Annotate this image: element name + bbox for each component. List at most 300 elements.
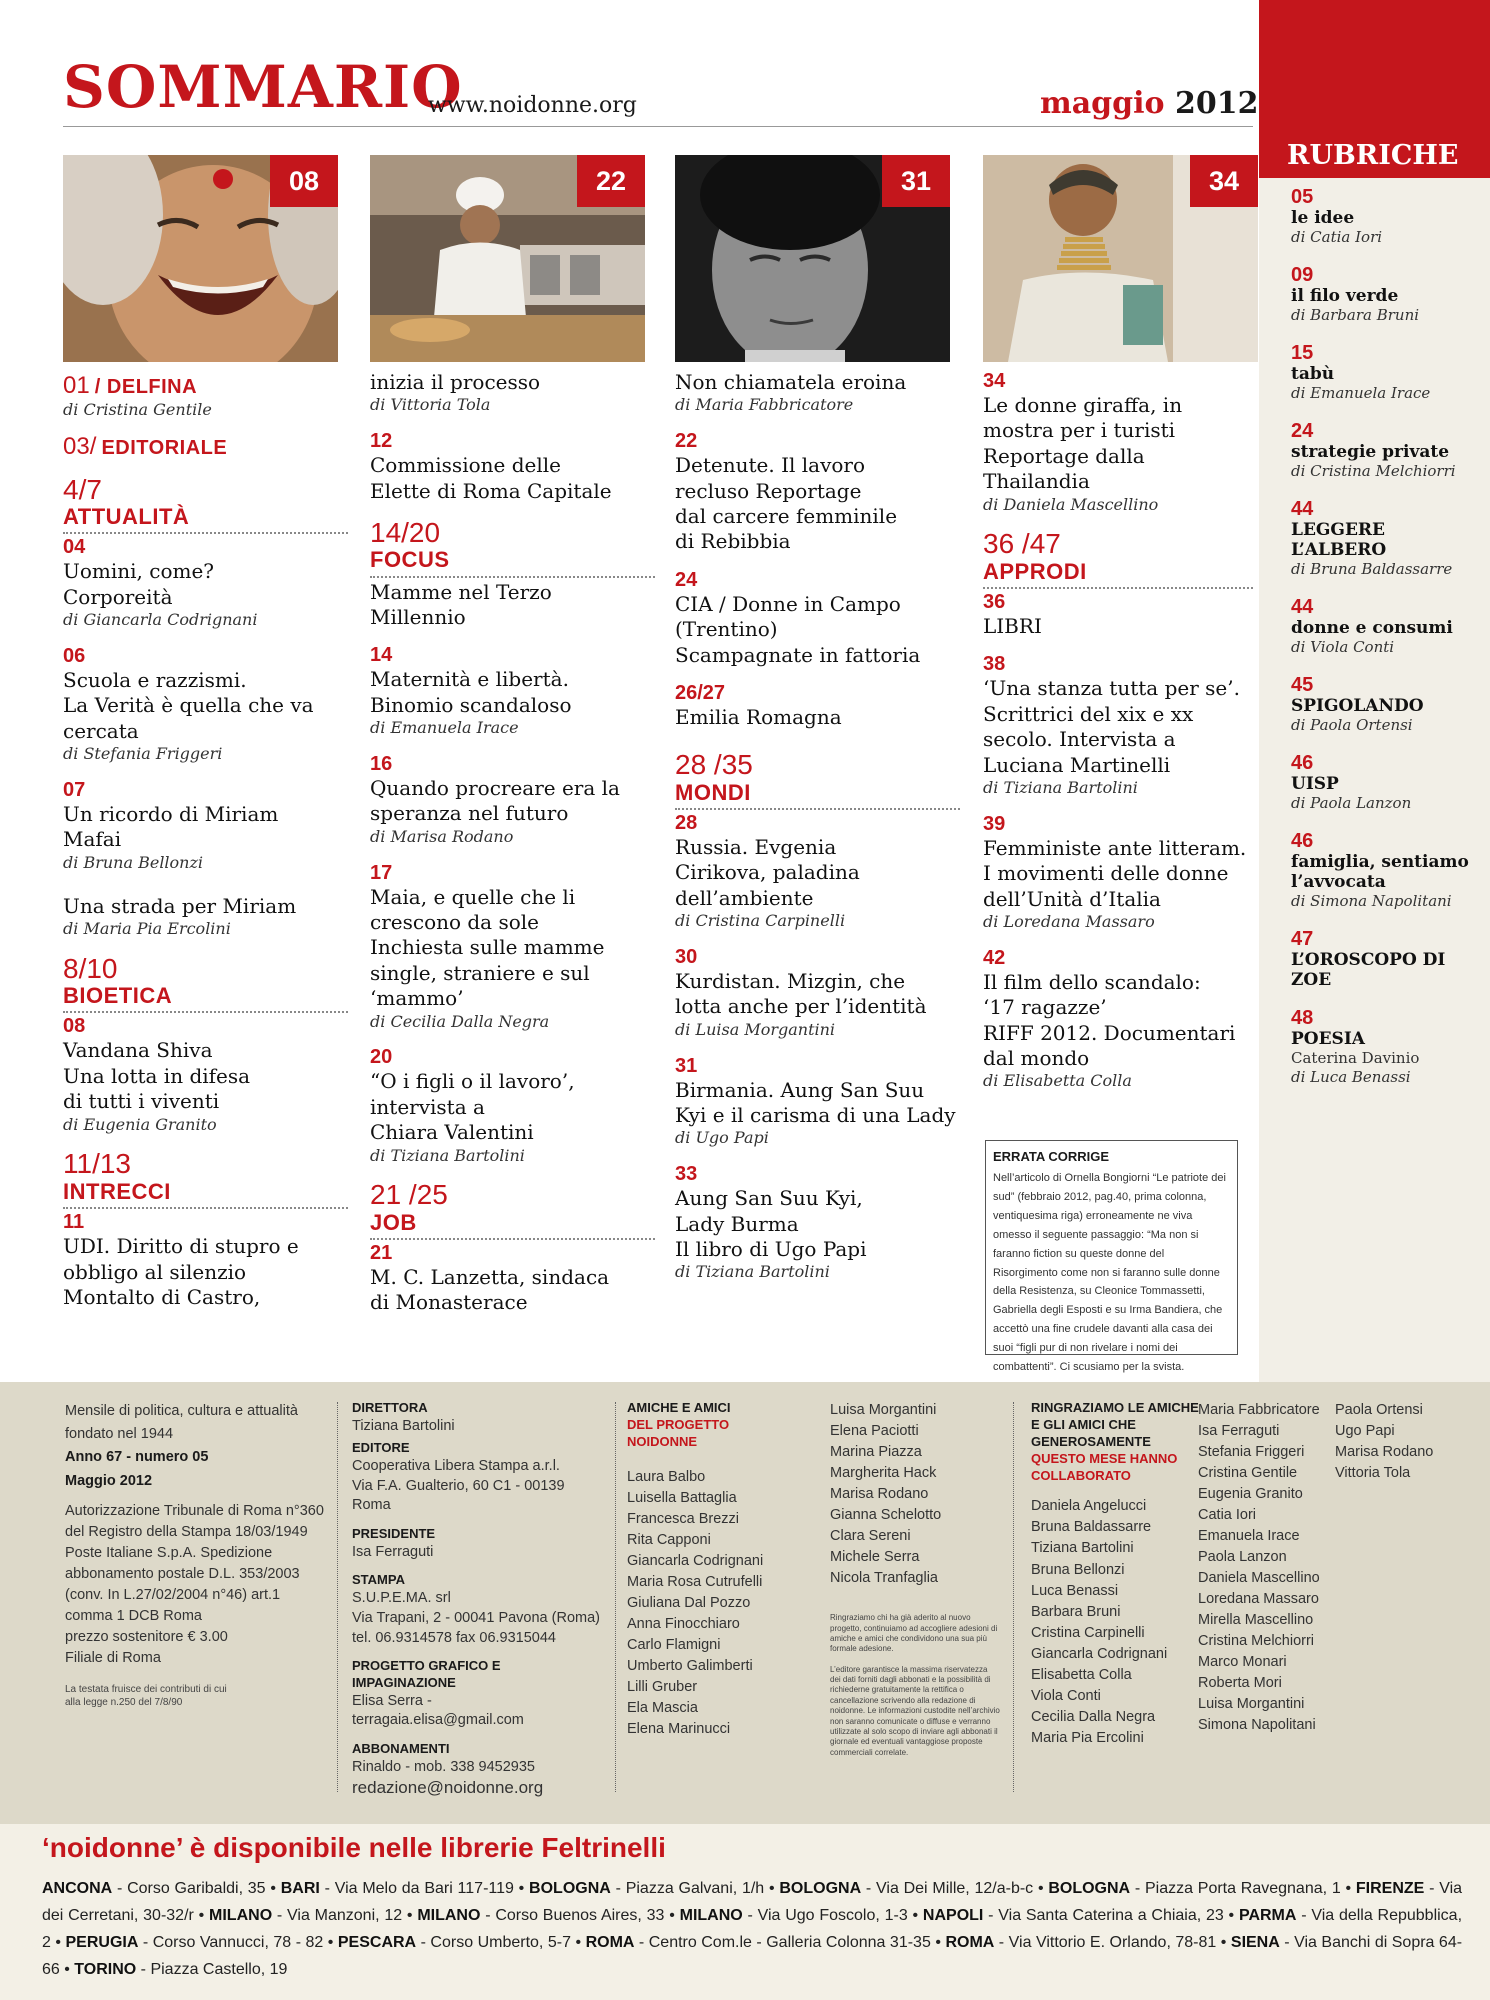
masthead-line: abbonamento postale D.L. 353/2003 <box>65 1565 300 1582</box>
rubrica-number: 45 <box>1291 673 1314 696</box>
person-name: Roberta Mori <box>1198 1675 1282 1692</box>
entry-number: 22 <box>675 430 698 453</box>
collab-heading: E GLI AMICI CHE <box>1031 1416 1136 1432</box>
staff-heading: DIRETTORA <box>352 1400 428 1415</box>
store-entry: MILANO - Via Ugo Foscolo, 1-3 <box>679 1906 908 1924</box>
person-name: Barbara Bruni <box>1031 1603 1121 1620</box>
entry-author: di Giancarla Codrignani <box>63 610 258 630</box>
toc-entry[interactable] <box>63 536 348 631</box>
entry-number: 03/ <box>63 432 97 460</box>
toc-entry[interactable] <box>63 372 348 421</box>
errata-title: ERRATA CORRIGE <box>993 1149 1110 1164</box>
entry-title: recluso Reportage <box>675 478 862 503</box>
rubrica-author: di Paola Lanzon <box>1291 794 1412 813</box>
entry-author: di Maria Fabbricatore <box>675 395 854 415</box>
feltrinelli-box <box>0 1824 1490 2000</box>
store-entry: BOLOGNA - Piazza Galvani, 1/h <box>529 1880 765 1897</box>
entry-title: M. C. Lanzetta, sindaca <box>370 1265 610 1289</box>
section-label: APPRODI <box>983 559 1253 589</box>
store-city: PESCARA <box>337 1933 417 1951</box>
entry-title: lotta anche per l’identità <box>675 994 927 1019</box>
store-address: Via Vittorio E. Orlando, 78-81 <box>1008 1933 1217 1951</box>
masthead-note: alla legge n.250 del 7/8/90 <box>65 1696 183 1708</box>
toc-entry[interactable] <box>63 1211 348 1310</box>
entry-label: EDITORIALE <box>101 436 228 459</box>
entry-author: di Bruna Bellonzi <box>63 852 204 872</box>
entry-number: 12 <box>370 430 393 453</box>
entry-title: Luciana Martinelli <box>983 752 1171 777</box>
toc-entry[interactable] <box>370 1242 655 1316</box>
rubrica-title: POESIA <box>1291 1028 1365 1049</box>
entry-title: Una lotta in difesa <box>63 1063 251 1088</box>
entry-title: dell’ambiente <box>675 885 814 910</box>
friends-heading: AMICHE E AMICI <box>627 1400 731 1415</box>
collaborators <box>1031 1400 1201 1749</box>
entry-title: Le donne giraffa, in <box>983 393 1183 417</box>
toc-column-3 <box>675 370 960 1297</box>
rubrica-number: 44 <box>1291 497 1314 520</box>
entry-label: / DELFINA <box>94 376 198 398</box>
staff-value: Isa Ferraguti <box>352 1543 434 1560</box>
collab-heading: RINGRAZIAMO LE AMICHE <box>1031 1400 1199 1415</box>
friends-note: Ringraziamo chi ha già aderito al nuovo progetto, continuiamo ad accogliere adesioni di amiche e amici che condividono una sua più formale adesione. <box>830 1613 998 1654</box>
staff-value: Rinaldo - mob. 338 9452935 <box>352 1758 535 1775</box>
issue-number: Anno 67 - numero 05 <box>65 1449 209 1466</box>
staff-value: Cooperativa Libera Stampa a.r.l. <box>352 1458 560 1475</box>
entry-title: Mamme nel Terzo <box>370 579 552 604</box>
rubrica-author: di Viola Conti <box>1291 638 1395 657</box>
issue-month-line: Maggio 2012 <box>65 1472 153 1489</box>
person-name: Stefania Friggeri <box>1198 1444 1305 1461</box>
rubrica-number: 05 <box>1291 186 1314 208</box>
toc-entry[interactable] <box>370 753 655 848</box>
entry-title: La Verità è quella che va <box>63 693 314 718</box>
entry-author: di Maria Pia Ercolini <box>63 919 231 938</box>
rubrica-title: LEGGERE L’ALBERO <box>1291 519 1387 560</box>
entry-number: 42 <box>983 946 1006 969</box>
project-friends <box>627 1400 807 1740</box>
footer-divider <box>615 1402 616 1792</box>
entry-title: Reportage dalla <box>983 443 1145 468</box>
contact-email[interactable]: redazione@noidonne.org <box>352 1778 544 1798</box>
photo-girl-neck-rings <box>983 155 1258 362</box>
toc-entry[interactable] <box>983 813 1253 933</box>
store-city: TORINO <box>74 1960 137 1978</box>
photo-page-badge: 34 <box>1190 155 1258 207</box>
entry-title: Aung San Suu Kyi, <box>675 1186 863 1211</box>
photo-kitchen-worker <box>370 155 645 362</box>
toc-entry[interactable] <box>370 644 655 739</box>
toc-entry[interactable] <box>63 894 348 940</box>
entry-title: Quando procreare era la <box>370 776 620 801</box>
entry-title: Il film dello scandalo: <box>983 969 1201 994</box>
rubrica-number: 24 <box>1291 419 1314 442</box>
entry-number: 33 <box>675 1163 698 1186</box>
rubrica-number: 09 <box>1291 263 1314 286</box>
section-label: BIOETICA <box>63 983 348 1013</box>
person-name: Paola Ortensi <box>1335 1402 1423 1418</box>
person-name: Tiziana Bartolini <box>1031 1540 1134 1557</box>
staff-value: Tiziana Bartolini <box>352 1417 455 1434</box>
entry-author: di Tiziana Bartolini <box>370 1145 525 1165</box>
masthead-note: La testata fruisce dei contributi di cui <box>65 1683 227 1695</box>
store-city: NAPOLI <box>922 1906 984 1924</box>
collab-heading: COLLABORATO <box>1031 1467 1131 1483</box>
rubrica-number: 48 <box>1291 1006 1314 1029</box>
entry-author: di Tiziana Bartolini <box>675 1262 830 1282</box>
rubrica-item[interactable] <box>1291 830 1481 912</box>
section-range: 14/20 <box>370 516 441 548</box>
person-name: Gianna Schelotto <box>830 1507 942 1524</box>
entry-author: di Cristina Gentile <box>63 400 212 419</box>
entry-title: secolo. Intervista a <box>983 727 1176 752</box>
toc-column-1 <box>63 372 348 1324</box>
person-name: Giancarla Codrignani <box>1031 1645 1168 1662</box>
toc-entry[interactable] <box>63 645 348 765</box>
person-name: Paola Lanzon <box>1198 1549 1287 1566</box>
entry-title: Lady Burma <box>675 1211 799 1236</box>
person-name: Maria Rosa Cutrufelli <box>627 1573 763 1590</box>
store-entry: PARMA - Via della Repubblica, 2 <box>42 1906 1463 1951</box>
store-entry: MILANO - Via Manzoni, 12 <box>209 1906 403 1924</box>
rubrica-item[interactable] <box>1291 1007 1481 1088</box>
entry-title: Chiara Valentini <box>370 1120 534 1145</box>
photo-woman-laughing <box>63 155 338 362</box>
toc-entry[interactable] <box>675 430 960 555</box>
masthead-line: Poste Italiane S.p.A. Spedizione <box>65 1544 273 1561</box>
rubrica-title: L’OROSCOPO DI ZOE <box>1291 949 1446 991</box>
store-address: Centro Com.le - Galleria Colonna 31-35 <box>648 1933 931 1951</box>
toc-column-4 <box>983 370 1253 1106</box>
website-url[interactable]: www.noidonne.org <box>428 93 637 118</box>
rubrica-author: di Luca Benassi <box>1291 1068 1411 1087</box>
person-name: Bruna Baldassarre <box>1031 1519 1152 1536</box>
entry-title: I movimenti delle donne <box>983 861 1229 886</box>
rubrica-item[interactable] <box>1291 264 1481 326</box>
store-entry: NAPOLI - Via Santa Caterina a Chiaia, 23 <box>922 1906 1224 1924</box>
staff-heading: PRESIDENTE <box>352 1526 436 1542</box>
entry-number: 38 <box>983 653 1006 676</box>
entry-author: di Luisa Morgantini <box>675 1019 836 1039</box>
masthead-line: prezzo sostenitore € 3.00 <box>65 1628 228 1645</box>
person-name: Isa Ferraguti <box>1198 1423 1280 1440</box>
toc-entry[interactable] <box>370 862 655 1033</box>
entry-title: Un ricordo di Miriam <box>63 802 279 827</box>
entry-number: 21 <box>370 1242 393 1264</box>
masthead-line: del Registro della Stampa 18/03/1949 <box>65 1523 308 1540</box>
entry-title: UDI. Diritto di stupro e <box>63 1234 299 1259</box>
section-range: 8/10 <box>63 952 118 984</box>
masthead-info <box>65 1400 330 1709</box>
masthead-line: fondato nel 1944 <box>65 1426 174 1443</box>
entry-author: di Vittoria Tola <box>370 395 491 415</box>
entry-number: 26/27 <box>675 681 726 704</box>
person-name: Emanuela Irace <box>1198 1528 1300 1545</box>
section-range: 21 /25 <box>370 1179 448 1211</box>
friends-heading: NOIDONNE <box>627 1433 698 1449</box>
staff-value: tel. 06.9314578 fax 06.9315044 <box>352 1629 556 1646</box>
person-name: Ela Mascia <box>627 1699 698 1716</box>
person-name: Maria Pia Ercolini <box>1031 1729 1144 1746</box>
staff-heading: PROGETTO GRAFICO E IMPAGINAZIONE <box>352 1658 501 1690</box>
person-name: Carlo Flamigni <box>627 1636 721 1653</box>
masthead-line: comma 1 DCB Roma <box>65 1607 202 1624</box>
toc-entry[interactable] <box>675 682 960 730</box>
rubrica-title: il filo verde <box>1291 285 1399 306</box>
entry-title: cercata <box>63 718 139 743</box>
entry-number: 39 <box>983 812 1006 835</box>
staff-value: Via F.A. Gualterio, 60 C1 - 00139 Roma <box>352 1477 565 1514</box>
rubrica-item[interactable] <box>1291 342 1481 404</box>
store-city: BOLOGNA <box>779 1880 862 1897</box>
toc-entry[interactable] <box>63 1015 348 1135</box>
person-name: Clara Sereni <box>830 1528 911 1545</box>
person-name: Elena Paciotti <box>830 1423 919 1440</box>
photo-page-badge: 22 <box>577 155 645 207</box>
section-label: INTRECCI <box>63 1179 348 1209</box>
entry-number: 20 <box>370 1046 393 1069</box>
toc-entry[interactable] <box>675 946 960 1041</box>
rubrica-number: 15 <box>1291 341 1314 364</box>
person-name: Luisa Morgantini <box>1198 1696 1305 1713</box>
person-name: Umberto Galimberti <box>627 1657 753 1674</box>
entry-title: CIA / Donne in Campo <box>675 591 901 616</box>
store-city: ROMA <box>945 1933 995 1951</box>
entry-title: LIBRI <box>983 614 1042 639</box>
entry-number: 31 <box>675 1054 698 1077</box>
store-address: Via della Repubblica, 2 <box>42 1906 1463 1951</box>
rubrica-subtitle: Caterina Davinio <box>1291 1048 1420 1067</box>
toc-entry[interactable] <box>370 1046 655 1166</box>
store-address: Via dei Cerretani, 30-32/r <box>42 1880 1463 1924</box>
entry-title: Scampagnate in fattoria <box>675 642 921 667</box>
person-name: Luca Benassi <box>1031 1582 1119 1599</box>
section-header <box>63 954 348 1014</box>
section-header <box>370 518 655 578</box>
store-entry: SIENA - Via Banchi di Sopra 64-66 <box>42 1933 1463 1978</box>
section-header <box>370 1180 655 1240</box>
page-title: SOMMARIO <box>63 53 463 121</box>
entry-title: Maternità e libertà. <box>370 667 569 692</box>
rubrica-title: UISP <box>1291 773 1339 794</box>
person-name: Giuliana Dal Pozzo <box>627 1594 751 1611</box>
rubrica-item[interactable] <box>1291 498 1481 580</box>
toc-entry[interactable] <box>370 370 655 416</box>
toc-entry[interactable] <box>983 947 1253 1092</box>
rubrica-title: famiglia, sentiamo l’avvocata <box>1291 851 1469 892</box>
collab-names <box>1198 1400 1338 1736</box>
friends-heading: DEL PROGETTO <box>627 1416 730 1432</box>
entry-title: di Monasterace <box>370 1290 528 1315</box>
toc-entry[interactable] <box>983 370 1253 515</box>
store-entry: BARI - Via Melo da Bari 117-119 <box>280 1880 514 1897</box>
rubrica-author: di Simona Napolitani <box>1291 892 1452 911</box>
photo-page-badge: 31 <box>882 155 950 207</box>
section-range: 11/13 <box>63 1148 131 1180</box>
toc-entry[interactable] <box>370 580 655 631</box>
section-header <box>675 750 960 810</box>
collab-heading: GENEROSAMENTE <box>1031 1433 1151 1449</box>
store-entry: BOLOGNA - Via Dei Mille, 12/a-b-c <box>779 1880 1034 1897</box>
entry-title: di tutti i viventi <box>63 1089 220 1114</box>
store-address: Piazza Castello, 19 <box>150 1960 288 1978</box>
entry-number: 36 <box>983 591 1006 614</box>
entry-author: di Daniela Mascellino <box>983 494 1159 514</box>
entry-title: dal mondo <box>983 1045 1090 1070</box>
store-entry: PESCARA - Corso Umberto, 5-7 <box>337 1933 571 1951</box>
rubrica-item[interactable] <box>1291 752 1481 814</box>
person-name: Cristina Melchiorri <box>1198 1633 1315 1650</box>
entry-author: di Elisabetta Colla <box>983 1071 1132 1091</box>
rubrica-item[interactable] <box>1291 186 1481 248</box>
toc-entry[interactable] <box>675 1163 960 1283</box>
entry-title: Binomio scandaloso <box>370 692 572 717</box>
friends-names <box>830 1400 1000 1589</box>
person-name: Luisa Morgantini <box>830 1402 937 1418</box>
entry-title: Non chiamatela eroina <box>675 370 907 394</box>
issue-month: maggio <box>1040 86 1165 121</box>
rubrica-number: 47 <box>1291 927 1314 950</box>
person-name: Catia Iori <box>1198 1507 1257 1524</box>
entry-title: intervista a <box>370 1094 485 1119</box>
person-name: Laura Balbo <box>627 1468 706 1485</box>
staff-value[interactable]: Elisa Serra - terragaia.elisa@gmail.com <box>352 1692 524 1729</box>
footer-divider <box>1013 1402 1014 1792</box>
errata-body: Nell’articolo di Ornella Bongiorni “Le patriote dei sud” (febbraio 2012, pag.40, prima colonna, ventiquesima riga) erroneamente ne viva omesso il seguente passaggio: “Ma non si faranno fiction su queste donne del Risorgimento come non si faranno sulle donne della Resistenza, su Cleonice Tommassetti, Gabriella degli Esposti e su Irma Bandiera, che accettò una fine crudele davanti alla casa dei suoi “figli pur di non rivelare i nomi dei combattenti”. Ci scusiamo per la svista. <box>993 1172 1226 1374</box>
rubrica-title: strategie private <box>1291 441 1450 462</box>
person-name: Mirella Mascellino <box>1198 1612 1314 1629</box>
entry-number: 06 <box>63 645 86 668</box>
store-city: BOLOGNA <box>529 1880 611 1897</box>
entry-author: di Marisa Rodano <box>370 826 514 846</box>
masthead-line: Mensile di politica, cultura e attualità <box>65 1403 298 1419</box>
entry-number: 16 <box>370 753 393 776</box>
toc-entry[interactable] <box>63 779 348 874</box>
person-name: Elisabetta Colla <box>1031 1666 1132 1683</box>
store-address: Corso Umberto, 5-7 <box>430 1933 571 1951</box>
store-city: PARMA <box>1238 1906 1297 1924</box>
person-name: Marco Monari <box>1198 1654 1287 1671</box>
toc-entry[interactable] <box>675 569 960 668</box>
collab-names <box>1031 1496 1201 1748</box>
entry-title: Una strada per Miriam <box>63 893 297 918</box>
store-city: FIRENZE <box>1355 1880 1425 1897</box>
entry-author: di Eugenia Granito <box>63 1114 217 1134</box>
section-range: 36 /47 <box>983 528 1061 560</box>
entry-number: 34 <box>983 370 1006 392</box>
entry-title: Femministe ante litteram. <box>983 835 1247 860</box>
store-address: Via Manzoni, 12 <box>287 1906 403 1924</box>
rubrica-item[interactable] <box>1291 596 1481 658</box>
photo-portrait <box>675 155 950 362</box>
store-address: Via Dei Mille, 12/a-b-c <box>876 1880 1034 1897</box>
person-name: Daniela Angelucci <box>1031 1498 1147 1515</box>
entry-author: di Emanuela Irace <box>370 718 519 738</box>
entry-number: 14 <box>370 644 393 667</box>
rubrica-item[interactable] <box>1291 674 1481 736</box>
masthead-line: Autorizzazione Tribunale di Roma n°360 <box>65 1502 324 1519</box>
entry-number: 07 <box>63 779 86 802</box>
store-address: Piazza Galvani, 1/h <box>625 1880 765 1897</box>
store-entry: TORINO - Piazza Castello, 19 <box>74 1960 288 1978</box>
store-city: MILANO <box>679 1906 743 1924</box>
toc-entry[interactable] <box>675 1055 960 1150</box>
store-entry: ROMA - Centro Com.le - Galleria Colonna 31-35 <box>585 1933 931 1951</box>
staff-value: Via Trapani, 2 - 00041 Pavona (Roma) <box>352 1609 600 1626</box>
staff-heading: EDITORE <box>352 1440 410 1456</box>
entry-title: Il libro di Ugo Papi <box>675 1236 867 1261</box>
entry-author: di Tiziana Bartolini <box>983 778 1138 797</box>
entry-title: Scuola e razzismi. <box>63 668 247 693</box>
entry-title: single, straniere e sul <box>370 960 590 985</box>
store-city: BOLOGNA <box>1048 1880 1131 1897</box>
toc-entry[interactable] <box>63 433 348 461</box>
entry-title: RIFF 2012. Documentari <box>983 1020 1236 1045</box>
entry-title: Commissione delle <box>370 453 561 478</box>
staff-heading: STAMPA <box>352 1572 405 1588</box>
toc-entry[interactable] <box>370 430 655 504</box>
rubrica-author: di Emanuela Irace <box>1291 384 1431 403</box>
masthead-footer <box>0 1382 1490 1824</box>
store-entry: BOLOGNA - Piazza Porta Ravegnana, 1 <box>1048 1880 1341 1897</box>
staff-heading: ABBONAMENTI <box>352 1740 450 1756</box>
collaborators-3 <box>1335 1400 1475 1484</box>
toc-entry[interactable] <box>983 591 1253 639</box>
person-name: Michele Serra <box>830 1549 920 1566</box>
rubrica-title: donne e consumi <box>1291 617 1453 638</box>
person-name: Maria Fabbricatore <box>1198 1402 1320 1418</box>
entry-title: dal carcere femminile <box>675 503 898 528</box>
entry-number: 11 <box>63 1211 85 1234</box>
person-name: Simona Napolitani <box>1198 1717 1316 1734</box>
masthead-line: Filiale di Roma <box>65 1649 161 1666</box>
rubriche-title: RUBRICHE <box>1287 140 1459 171</box>
store-address: Corso Vannucci, 78 - 82 <box>152 1933 324 1951</box>
entry-author: di Loredana Massaro <box>983 911 1155 931</box>
person-name: Luisella Battaglia <box>627 1489 737 1506</box>
rubrica-author: di Bruna Baldassarre <box>1291 560 1453 579</box>
person-name: Ugo Papi <box>1335 1423 1395 1440</box>
person-name: Rita Capponi <box>627 1531 711 1548</box>
collab-names <box>1335 1400 1475 1484</box>
person-name: Giancarla Codrignani <box>627 1552 764 1569</box>
store-city: PERUGIA <box>65 1933 139 1951</box>
store-entry: ANCONA - Corso Garibaldi, 35 <box>42 1880 266 1897</box>
rubrica-item[interactable] <box>1291 420 1481 482</box>
toc-entry[interactable] <box>675 812 960 932</box>
person-name: Eugenia Granito <box>1198 1486 1303 1503</box>
entry-title: Detenute. Il lavoro <box>675 453 866 478</box>
entry-title: Kurdistan. Mizgin, che <box>675 968 906 993</box>
rubrica-item[interactable] <box>1291 928 1481 991</box>
entry-title: Uomini, come? <box>63 559 215 584</box>
section-label: MONDI <box>675 780 960 810</box>
rubrica-title: le idee <box>1291 208 1355 228</box>
entry-title: “O i figli o il lavoro’, <box>370 1069 575 1094</box>
store-address: Via Ugo Foscolo, 1-3 <box>757 1906 908 1924</box>
entry-title: Corporeità <box>63 584 173 609</box>
person-name: Francesca Brezzi <box>627 1510 740 1527</box>
rubriche-sidebar <box>1259 0 1490 1382</box>
rubriche-list <box>1291 186 1481 1104</box>
store-address: Via Banchi di Sopra 64-66 <box>42 1933 1463 1978</box>
toc-entry[interactable] <box>983 653 1253 798</box>
entry-number: 28 <box>675 812 698 834</box>
person-name: Marina Piazza <box>830 1444 922 1461</box>
entry-title: speranza nel futuro <box>370 801 569 826</box>
collaborators-2 <box>1198 1400 1338 1736</box>
toc-entry[interactable] <box>675 370 960 416</box>
